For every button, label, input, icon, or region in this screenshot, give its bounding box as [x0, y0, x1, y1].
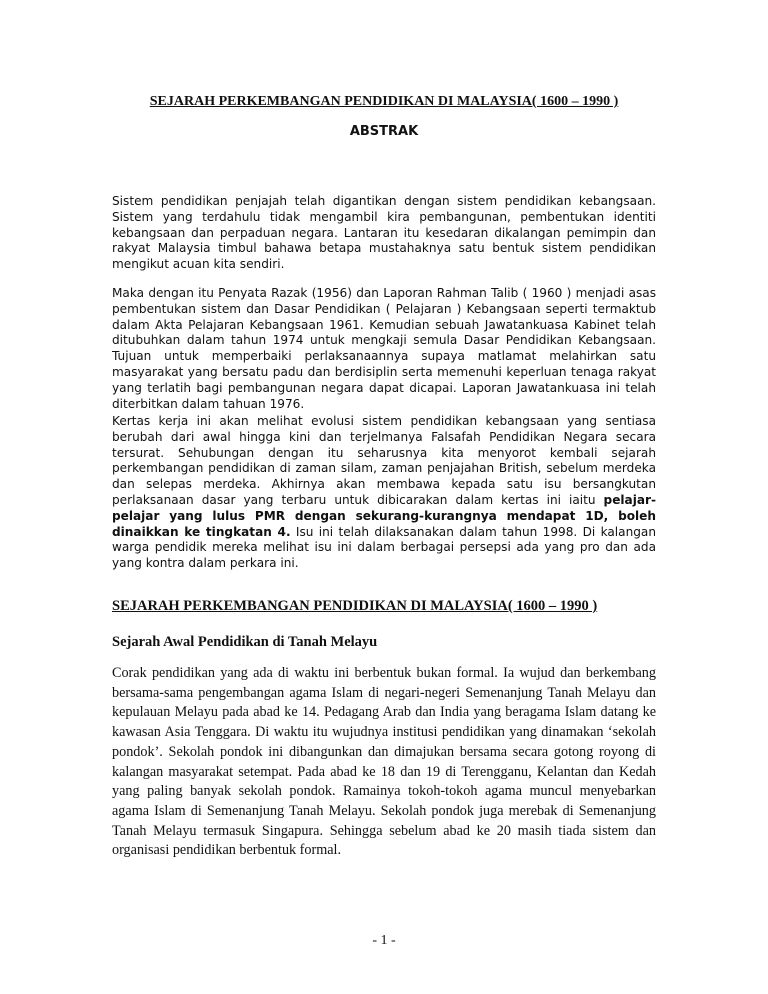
abstract-paragraph-3-part-b: Isu ini telah dilaksanakan dalam tahun 1998. Di kalangan warga pendidik mereka melihat isu ini dalam berbagai persepsi ada yang pro dan ada yang kontra dalam perkara ini. — [112, 524, 656, 571]
abstract-paragraph-3 — [112, 414, 656, 572]
abstract-heading: ABSTRAK — [349, 124, 419, 139]
abstract-paragraph-2: Maka dengan itu Penyata Razak (1956) dan Laporan Rahman Talib ( 1960 ) menjadi asas pembentukan sistem dan Dasar Pendidikan ( Pelajaran ) Kebangsaan seperti termaktub dalam Akta Pelajaran Kebangsaan 1961. Kemudian sebuah Jawatankuasa Kabinet telah ditubuhkan dalam tahun 1974 untuk mengkaji semula Dasar Pendidikan Kebangsaan. Tujuan untuk memperbaiki perlaksanaannya supaya matlamat melahirkan satu masyarakat yang bersatu padu dan berdisiplin serta memenuhi keperluan tenaga rakyat yang terlatih bagi pembangunan negara dapat dicapai. Laporan Jawatankuasa ini telah diterbitkan dalam tahuan 1976. — [112, 286, 656, 411]
section-body-paragraph: Corak pendidikan yang ada di waktu ini berbentuk bukan formal. Ia wujud dan berkembang bersama-sama pengembangan agama Islam di negari-negeri Semenanjung Tanah Melayu dan kepulauan Melayu pada abad ke 14. Pedagang Arab dan India yang beragama Islam datang ke kawasan Asia Tenggara. Di waktu itu wujudnya institusi pendidikan yang dinamakan ‘sekolah pondok’. Sekolah pondok ini dibangunkan dan dimajukan bersama secara gotong royong di kalangan masyarakat setempat. Pada abad ke 18 dan 19 di Terengganu, Kelantan dan Kedah yang paling banyak sekolah pondok. Ramainya tokoh-tokoh agama muncul menyebarkan agama Islam di Semenanjung Tanah Melayu. Sekolah pondok juga merebak di Semenanjung Tanah Melayu termasuk Singapura. Sehingga sebelum abad ke 20 masih tiada sistem dan organisasi pendidikan berbentuk formal. — [112, 665, 656, 859]
abstract-paragraph-3-part-a: Kertas kerja ini akan melihat evolusi sistem pendidikan kebangsaan yang sentiasa berubah dari awal hingga kini dan terjelmanya Falsafah Pendidikan Negara secara tersurat. Sehubungan dengan itu seharusnya kita menyorot kembali sejarah perkembangan pendidikan di zaman silam, zaman penjajahan British, sebelum merdeka dan selepas merdeka. Akhirnya akan membawa kepada satu isu bersangkutan perlaksanaan dasar yang terbaru untuk dibicarakan dalam kertas ini iaitu — [112, 414, 656, 507]
section-subheading: Sejarah Awal Pendidikan di Tanah Melayu — [112, 634, 378, 650]
abstract-paragraph-3-bold: pelajar-pelajar yang lulus PMR dengan sekurang-kurangnya mendapat 1D, boleh dinaikkan ke tingkatan 4. — [112, 492, 656, 539]
abstract-paragraph-1: Sistem pendidikan penjajah telah digantikan dengan sistem pendidikan kebangsaan. Sistem yang terdahulu tidak mengambil kira pembangunan, pembentukan identiti kebangsaan dan perpaduan negara. Lantaran itu kesedaran dikalangan pemimpin dan rakyat Malaysia timbul bahawa betapa mustahaknya satu bentuk sistem pendidikan mengikut acuan kita sendiri. — [112, 194, 656, 272]
section-heading: SEJARAH PERKEMBANGAN PENDIDIKAN DI MALAYSIA( 1600 – 1990 ) — [112, 598, 598, 614]
page-number: - 1 - — [372, 933, 396, 948]
document-title: SEJARAH PERKEMBANGAN PENDIDIKAN DI MALAYSIA( 1600 – 1990 ) — [149, 94, 619, 109]
